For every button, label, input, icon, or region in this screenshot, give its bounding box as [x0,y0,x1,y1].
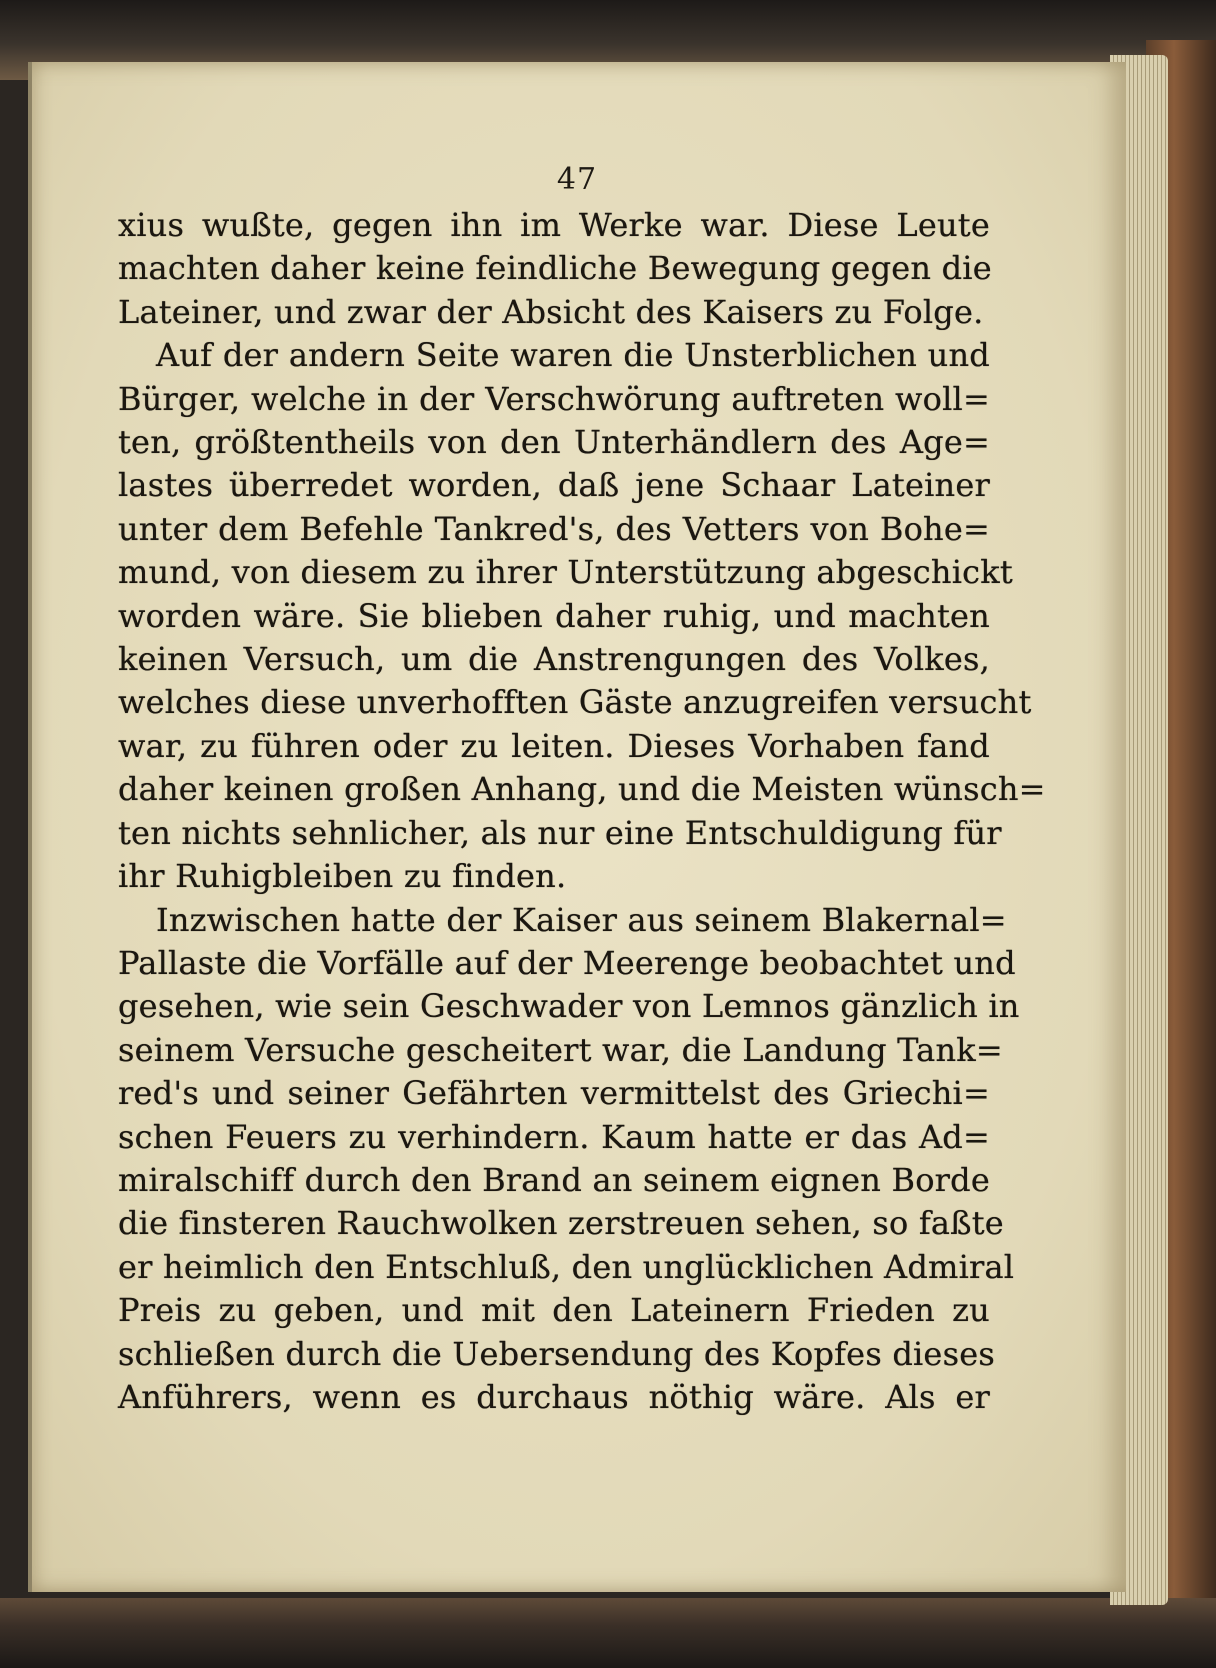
text-line: unter dem Befehle Tankred's, des Vetters von Bohe= [118,509,990,548]
text-line: Lateiner, und zwar der Absicht des Kaisers zu Folge. [118,292,984,331]
text-line: Pallaste die Vorfälle auf der Meerenge beobachtet und [118,943,1016,982]
page-number: 47 [556,162,598,197]
text-line: welches diese unverhofften Gäste anzugreifen versucht [118,683,1032,722]
text-line: worden wäre. Sie blieben daher ruhig, und machten [118,596,990,635]
book-cover-bottom [0,1598,1216,1668]
text-line: schließen durch die Uebersendung des Kopfes dieses [118,1334,995,1373]
text-line: gesehen, wie sein Geschwader von Lemnos gänzlich in [118,987,1020,1026]
text-line: daher keinen großen Anhang, und die Meisten wünsch= [118,770,1046,809]
text-line: red's und seiner Gefährten vermittelst des Griechi= [118,1074,990,1113]
text-line: schen Feuers zu verhindern. Kaum hatte er das Ad= [118,1117,990,1156]
text-line: die finsteren Rauchwolken zerstreuen sehen, so faßte [118,1204,1004,1243]
text-line: Auf der andern Seite waren die Unsterblichen und [156,336,990,375]
text-line: miralschiff durch den Brand an seinem eignen Borde [118,1160,990,1199]
text-line: er heimlich den Entschluß, den unglücklichen Admiral [118,1247,1015,1286]
text-line: Preis zu geben, und mit den Lateinern Frieden zu [118,1291,990,1330]
text-line: Bürger, welche in der Verschwörung auftreten woll= [118,379,990,418]
text-line: mund, von diesem zu ihrer Unterstützung abgeschickt [118,553,1013,592]
text-line: keinen Versuch, um die Anstrengungen des Volkes, [118,640,990,679]
text-line: machten daher keine feindliche Bewegung gegen die [118,249,992,288]
text-line: ten nichts sehnlicher, als nur eine Entschuldigung für [118,813,1002,852]
text-line: seinem Versuche gescheitert war, die Landung Tank= [118,1030,1003,1069]
text-line: ihr Ruhigbleiben zu finden. [118,857,567,896]
text-line: lastes überredet worden, daß jene Schaar Lateiner [118,466,990,505]
page-gutter [28,62,32,1592]
text-line: Anführers, wenn es durchaus nöthig wäre. Als er [118,1377,990,1416]
text-line: Inzwischen hatte der Kaiser aus seinem Blakernal= [156,900,1007,939]
text-line: war, zu führen oder zu leiten. Dieses Vorhaben fand [118,726,990,765]
book-page [28,62,1126,1592]
text-line: ten, größtentheils von den Unterhändlern des Age= [118,423,990,462]
text-line: xius wußte, gegen ihn im Werke war. Diese Leute [118,206,990,244]
page-text [118,204,1046,1419]
